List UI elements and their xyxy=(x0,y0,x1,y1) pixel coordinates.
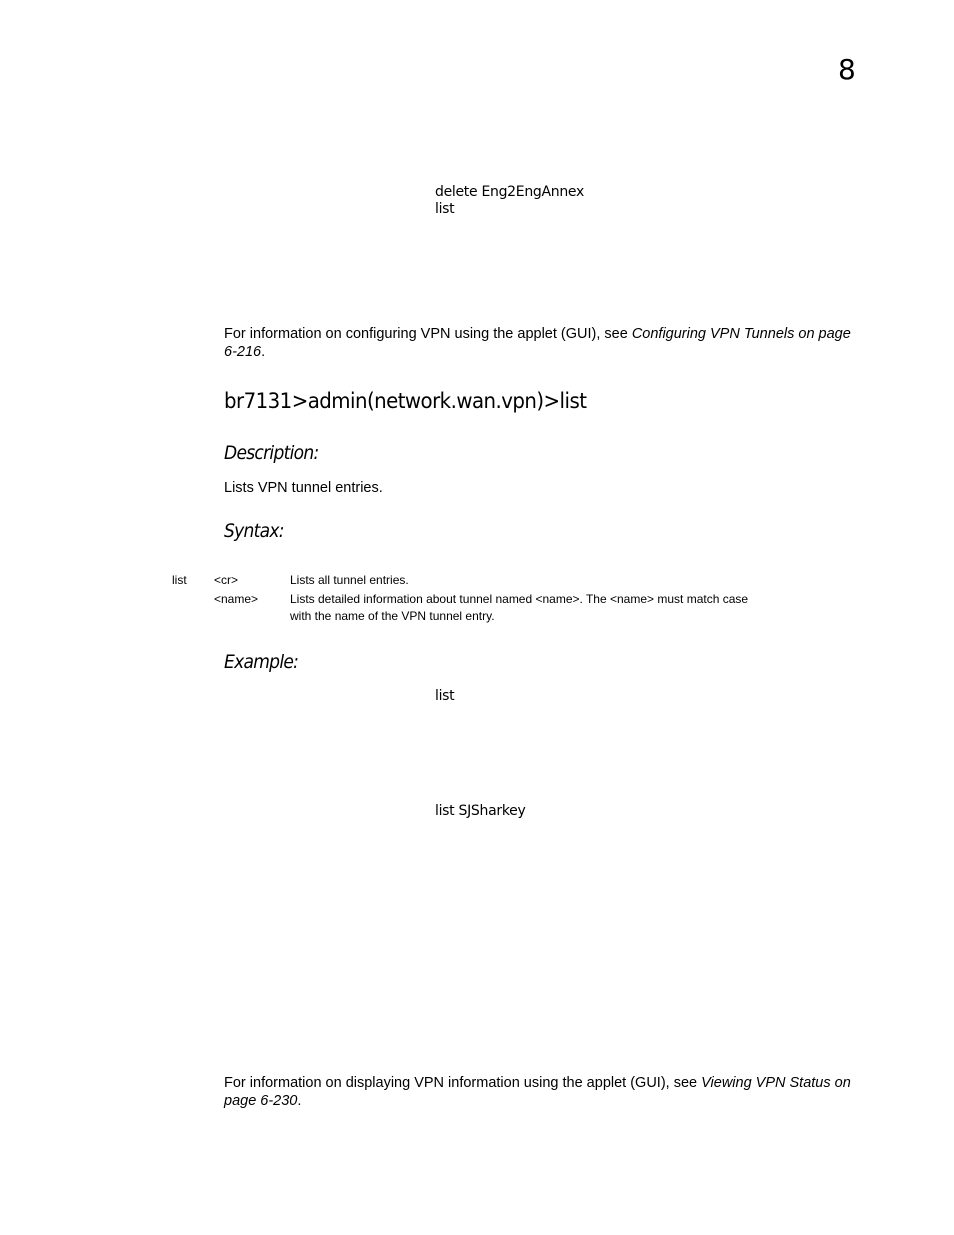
example-heading: Example: xyxy=(224,651,299,673)
chapter-number: 8 xyxy=(838,53,856,86)
example-command: list xyxy=(435,688,455,704)
see-also-text: For information on configuring VPN using the applet (GUI), see xyxy=(224,326,632,342)
description-text: Lists VPN tunnel entries. xyxy=(224,480,383,496)
see-also-suffix: . xyxy=(297,1093,302,1109)
syntax-param: <cr> xyxy=(214,573,239,587)
example-command-line: list xyxy=(435,201,455,217)
see-also-paragraph xyxy=(224,1074,864,1110)
cross-reference-link[interactable]: Configuring VPN Tunnels on page 6-216 xyxy=(224,326,851,360)
command-title: br7131>admin(network.wan.vpn)>list xyxy=(224,389,587,414)
syntax-param: <name> xyxy=(214,592,259,606)
cross-reference-link[interactable]: Viewing VPN Status on page 6-230 xyxy=(224,1075,851,1109)
see-also-text: For information on displaying VPN information using the applet (GUI), see xyxy=(224,1075,702,1091)
syntax-command: list xyxy=(172,573,187,587)
description-heading: Description: xyxy=(224,442,319,464)
syntax-description: with the name of the VPN tunnel entry. xyxy=(290,609,495,623)
syntax-description: Lists detailed information about tunnel named <name>. The <name> must match case xyxy=(290,592,749,606)
example-command: list SJSharkey xyxy=(435,803,526,819)
syntax-description: Lists all tunnel entries. xyxy=(290,573,409,587)
see-also-suffix: . xyxy=(261,344,266,360)
syntax-heading: Syntax: xyxy=(224,520,284,542)
example-command-line: delete Eng2EngAnnex xyxy=(435,184,584,200)
see-also-paragraph xyxy=(224,325,864,361)
